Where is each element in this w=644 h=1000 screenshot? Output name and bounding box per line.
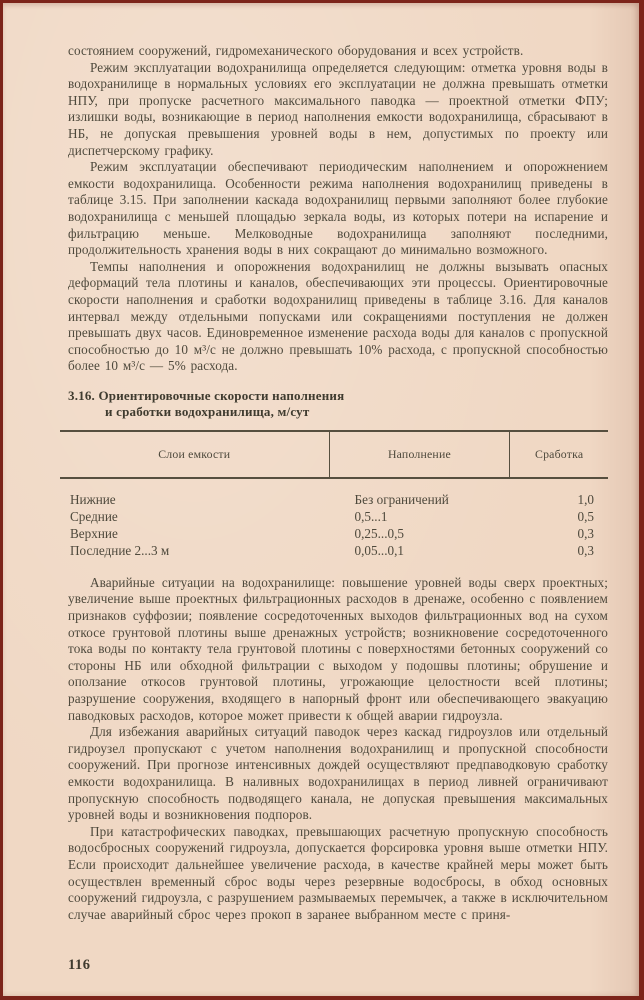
page-number: 116 bbox=[68, 957, 91, 973]
table-cell: Нижние bbox=[70, 491, 116, 507]
table-cell: 0,5...1 bbox=[354, 508, 388, 524]
table-cell: Верхние bbox=[70, 525, 118, 541]
table-caption-line2: и сработки водохранилища, м/сут bbox=[105, 404, 310, 420]
paragraph-catastrophic-floods: При катастрофических паводках, превышающих расчетную пропускную способность водосбросных сооружений гидроузла, допускается форсировка уровня выше отметки НПУ. Если происходит дальнейшее увеличение расхода, в качестве крайней меры может быть осуществлен временный сброс воды через резервные водосбросы, в обход основных сооружений гидроузла, с разрушением размываемых перемычек, а также в исключительном случае аварийный сброс через прокоп в заранее выбранном месте с приня- bbox=[68, 823, 608, 922]
paragraph-filling-rates: Темпы наполнения и опорожнения водохранилищ не должны вызывать опасных деформаций тела плотины и каналов, обеспечивающих эти процессы. Ориентировочные скорости наполнения и сработки водохранилищ приведены в таблице 3.16. Для каналов интервал между отдельными попусками или сокращениями поступления не должен превышать двух часов. Единовременное изменение расхода воды для каналов с пропускной способностью до 10 м³/с не должно превышать 10% расхода, с пропускной способностью более 10 м³/с — 5% расхода. bbox=[68, 258, 608, 374]
paragraph-emergency-situations: Аварийные ситуации на водохранилище: повышение уровней воды сверх проектных; увеличение выше проектных фильтрационных расходов в дренаже, особенно с появлением признаков суффозии; появление сосредоточенных выходов фильтрационных вод на сухом откосе грунтовой плотины выше дренажных устройств; возникновение сосредоточенного тока воды по контакту тела грунтовой плотины с поверхностями бетонных сооружений со стороны НБ или обходной фильтрации с выходом у подошвы плотины; обрушение и оползание откосов грунтовой плотины, угрожающие целостности всей плотины; разрушение сооружения, входящего в напорный фронт или обеспечивающего эвакуацию паводковых расходов, которое может привести к общей аварии гидроузла. bbox=[68, 574, 608, 723]
table-cell: Средние bbox=[70, 508, 118, 524]
column-header-drawdown: Сработка bbox=[509, 432, 608, 477]
column-header-layers: Слои емкости bbox=[158, 446, 231, 461]
table-3-16 bbox=[60, 430, 608, 559]
table-cell: 1,0 bbox=[577, 491, 594, 507]
table-cell: 0,3 bbox=[577, 525, 594, 541]
table-caption bbox=[68, 388, 608, 421]
column-header-filling: Наполнение bbox=[329, 432, 510, 477]
paragraph-continuation: состоянием сооружений, гидромеханического оборудования и всех устройств. bbox=[68, 43, 524, 58]
table-body bbox=[60, 479, 608, 559]
paragraph-filling-order: Режим эксплуатации обеспечивают периодическим наполнением и опорожнением емкости водохранилища. Особенности режима наполнения водохранилищ приведены в таблице 3.15. При заполнении каскада водохранилищ первыми заполняют более глубокие водохранилища с меньшей площадью зеркала воды, из которых потери на испарение и фильтрацию меньше. Мелководные водохранилища заполняют последними, продолжительность хранения воды в них сокращают до минимально возможного. bbox=[68, 159, 608, 258]
table-caption-line1: 3.16. Ориентировочные скорости наполнения bbox=[68, 387, 345, 403]
table-row bbox=[60, 508, 608, 525]
table-cell: Последние 2...3 м bbox=[70, 542, 170, 558]
paragraph-flood-passing: Для избежания аварийных ситуаций паводок через каскад гидроузлов или отдельный гидроузел пропускают с учетом наполнения водохранилищ и пропускной способности сооружений. При прогнозе интенсивных дождей осуществляют предпаводковую сработку емкости водохранилища. В наливных водохранилищах в период ливней ограничивают пропускную способность подводящего канала, не допуская превышения максимальных уровней воды и возникновения подпоров. bbox=[68, 724, 608, 823]
table-row bbox=[60, 491, 608, 508]
table-row bbox=[60, 542, 608, 559]
table-cell: Без ограничений bbox=[354, 491, 449, 507]
table-cell: 0,25...0,5 bbox=[354, 525, 404, 541]
table-cell: 0,5 bbox=[577, 508, 594, 524]
table-cell: 0,3 bbox=[577, 542, 594, 558]
table-cell: 0,05...0,1 bbox=[354, 542, 404, 558]
table-row bbox=[60, 525, 608, 542]
table-header-row bbox=[60, 430, 608, 479]
paragraph-operation-mode: Режим эксплуатации водохранилища определяется следующим: отметка уровня воды в водохранилище в нормальных условиях его эксплуатации не должна превышать отметки НПУ, при пропуске расчетного максимального паводка — проектной отметки ФПУ; излишки воды, возникающие в период наполнения емкости водохранилища, сбрасывают в НБ, не допуская превышения уровней воды в нем, допустимых по проекту или диспетчерскому графику. bbox=[68, 59, 608, 158]
